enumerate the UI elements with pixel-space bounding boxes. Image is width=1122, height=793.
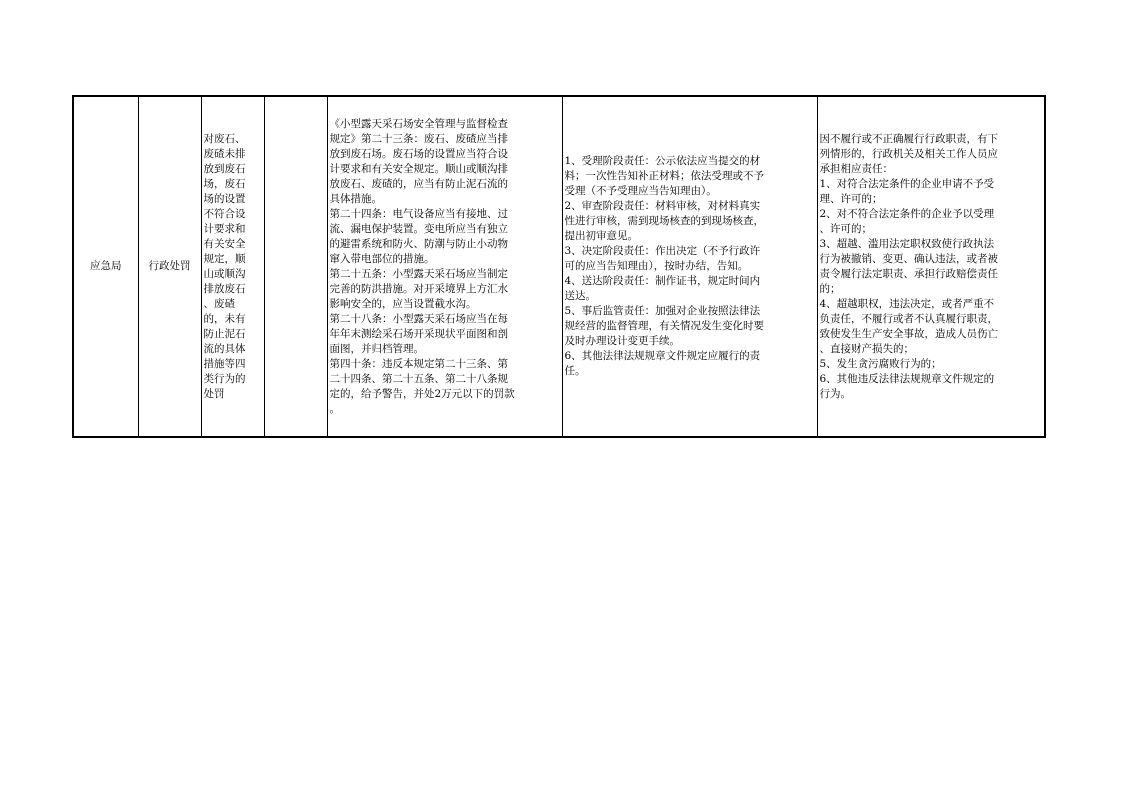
responsibility-cell: 1、受理阶段责任：公示依法应当提交的材 料；一次性告知补正材料；依法受理或不予 受理（不予受理应当告知理由）。 2、审查阶段责任：材料审核，对材料真实 性进行审核，需到现场核查的到现场核查， 提出初审意见。 3、决定阶段责任：作出决定（不予行政许 可的应当告知理由），按时办结，告知。 4、送达阶段责任：制作证书，规定时间内 送达。 5、事后监管责任：加强对企业按照法律法 规经营的监督管理，有关情况发生变化时要 及时办理设计变更手续。 6、其他法律法规规章文件规定应履行的责 任。 (562, 96, 817, 437)
legal-basis-cell: 《小型露天采石场安全管理与监督检查 规定》第二十三条：废石、废碴应当排 放到废石场。废石场的设置应当符合设 计要求和有关安全规定。顺山或顺沟排 放废石、废碴的，应当有防止泥石流的 具体措施。 第二十四条：电气设备应当有接地、过 流、漏电保护装置。变电所应当有独立 的避雷系统和防火、防潮与防止小动物 窜入带电部位的措施。 第二十五条：小型露天采石场应当制定 完善的防洪措施。对开采境界上方汇水 影响安全的，应当设置截水沟。 第二十八条：小型露天采石场应当在每 年年末测绘采石场开采现状平面图和剖 面图，并归档管理。 第四十条：违反本规定第二十三条、第 二十四条、第二十五条、第二十八条规 定的，给予警告，并处2万元以下的罚款 。 (327, 96, 562, 437)
table-row (73, 96, 1045, 437)
responsibility-table (72, 95, 1046, 438)
matter-cell: 对废石、 废碴未排 放到废石 场，废石 场的设置 不符合设 计要求和 有关安全 规定，顺 山或顺沟 排放废石 、废碴 的，未有 防止泥石 流的具体 措施等四 类行为的 处罚 (201, 96, 264, 437)
department-cell: 应急局 (73, 96, 138, 437)
category-cell: 行政处罚 (138, 96, 201, 437)
accountability-cell: 因不履行或不正确履行行政职责，有下 列情形的，行政机关及相关工作人员应 承担相应责任： 1、对符合法定条件的企业申请不予受 理、许可的； 2、对不符合法定条件的企业予以受理 、许可的； 3、超越、滥用法定职权致使行政执法 行为被撤销、变更、确认违法，或者被 责令履行法定职责、承担行政赔偿责任 的； 4、超越职权，违法决定，或者严重不 负责任，不履行或者不认真履行职责， 致使发生生产安全事故，造成人员伤亡 、直接财产损失的； 5、发生贪污腐败行为的； 6、其他违反法律法规规章文件规定的 行为。 (817, 96, 1045, 437)
subitem-cell (264, 96, 327, 437)
